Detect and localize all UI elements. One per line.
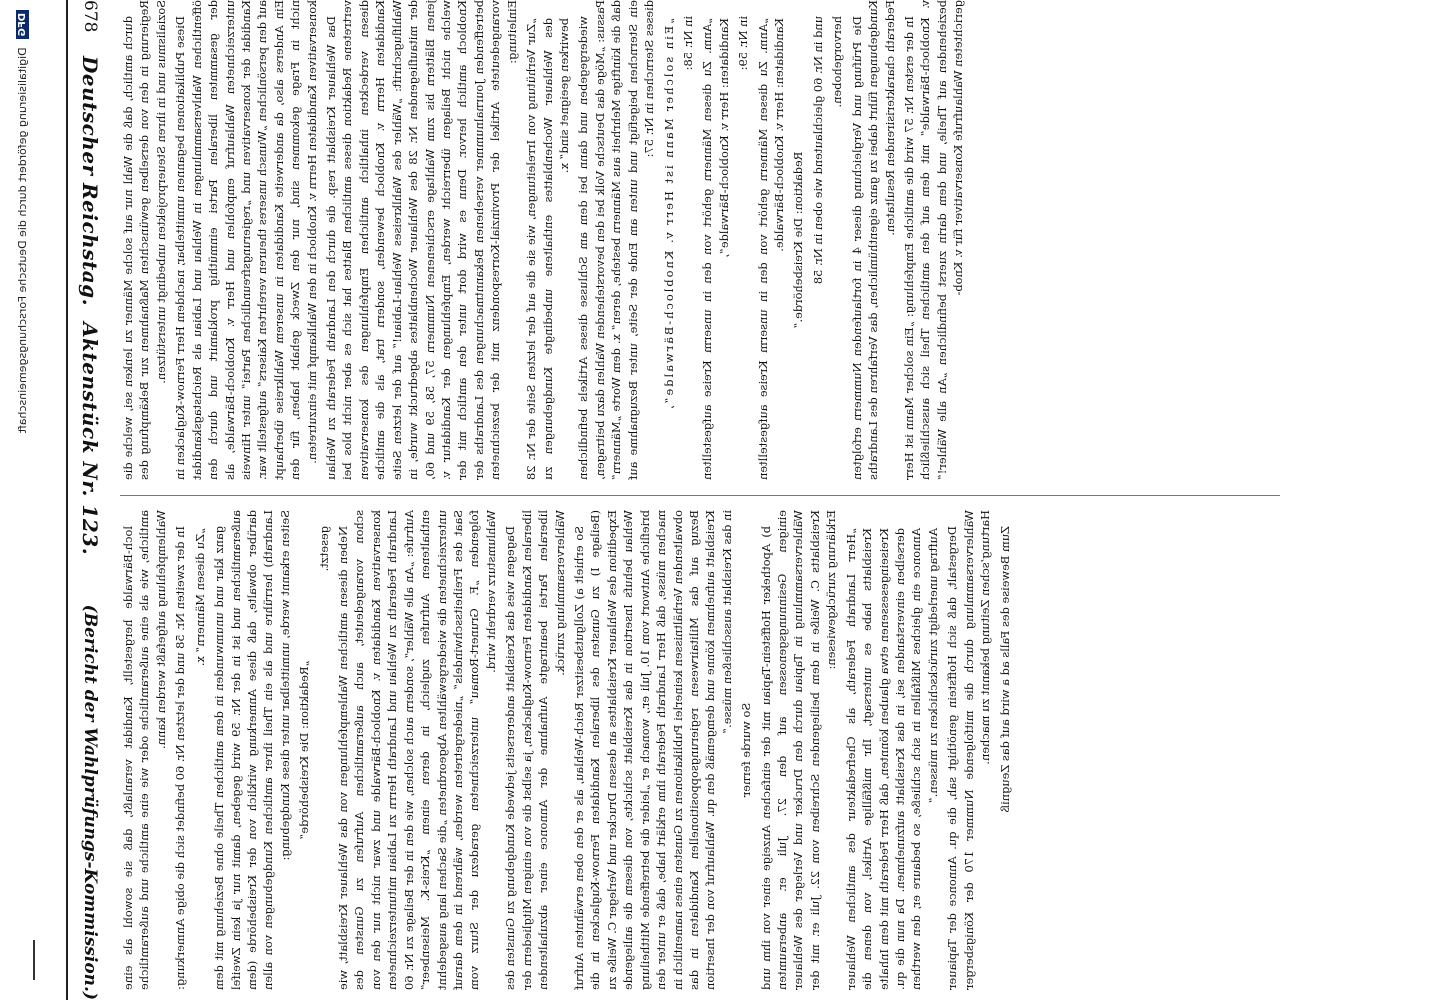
- quotation: „Ein solcher Mann ist Herr v. Knobloch-Bärwalde“,: [661, 18, 676, 411]
- paragraph: Die Prüfung und Vergleichung dieser 4 in fortlaufenden Nummern erfolgten Kundgebungen führt dabei zu ganz eigenthümlichen, das Verfahren des Landraths Federath charakterisirenden Resultaten.: [849, 0, 897, 480]
- paragraph: Diese Publikationen begannen unmittelbar, nachdem Herr Fernow-Kuglacken in öffentlichen Wahlversammlungen in Wehlau und Labiau als Reichstagskandidat der gesammten liberalen Partei einmüthig proklamirt und durch den unterzeichneten Wahlaufruf empfohlen und Herr v. Knobloch-Bärwalde, als Kandidat der konservativen und „regierungsfreundlichen Partei“ unter Hinweis auf den persönlichen „Wunsch unseres theuren verehrten Kaisers“ aufgestellt war. Ein Anderes also, da anderweite Kandidaten in unserem Wahlkreise überhaupt nicht in Frage gekommen sind, nur den Zweck gehabt haben, für den konservativen Kandidaten Herrn v. Knobloch in den Wahlkampf mit einzutreten.: [173, 0, 319, 480]
- paragraph: durch amtlich, daß die Wahl nur auf solche Männer zu lenken sei, welche die Regierung in den von derselben gewünschten Maßnahmen zur Bekämpfung des Sozialismus und in ihren Steuerprojekten unbedingt unterstützen.: [121, 0, 168, 480]
- paragraph: ganz klar und unumwunden in dem amtlichen Theile ohne Beziehung mit dem außeramtlichen und ist in der Nr. 59 wird gegeben, damit nur ja kein Zweifel darüber obwalte, daß diese Anmerkung wirklich von der Kreisbehörde (dem Landrath) herrühre und als ein Theil ihrer amtlichen Kundgebungen von allen Seiten erkannt werde, unmittelbar unter diese Kundgebung:: [212, 510, 292, 990]
- digitization-credit: [10, 10, 34, 990]
- paragraph: Zum Beweise des Falls ad a wird auf das Zeugniß: [997, 526, 1012, 813]
- paragraph: und in Nr. 60 gleichlautend wie oben in Nr. 58: [810, 16, 825, 285]
- paragraph: loch-Bärwalde hergestellt, Kandidat veranlaßt, daß sie sowohl als eine amtliche, wie als eine außeramtliche oder wie eine amtliche und außeramtliche Wahlempfehlung aufgefaßt werden kann.: [121, 510, 168, 990]
- quotation: „Herr Landrath Federath, als Chefredakteur des amtlichen Wehlauer Kreisblatts habe es untersagt, Ihr mißfällige Artikel, von denen die Kreiseingesessenen etwa glauben könnten, daß Herr Federath mit dem Inhalte derselben einverstanden sei, in das Kreisblatt aufzunehmen. Da nun die qu. Annonce ein gleiches Mißfallen in sich schließe, so bedaure er, den werthen Auftrag unerledigt zurückschicken zu müssen.“: [843, 528, 940, 990]
- page-number: 678: [80, 0, 100, 33]
- text-column-right: [120, 510, 1280, 990]
- paragraph: Dergestalt, daß sich Hoffstein genöthigt sah, die qu. Annonce der Tapiauer Wählerversammlung durch die mitfolgende Nummer 170 der Königsberger Hartung’schen Zeitung bekannt zu machen.: [945, 510, 993, 990]
- paragraph: In der zweiten Nr. 58 und der letzten Nr. 60 befindet sich die obige Anmerkung:: [173, 526, 188, 990]
- quotation: „Zur Verhütung von Irreleitungen, wie sie die auf der letzten Seite der Nr. 28 des Wehlauer Wochenblattes enthaltene unbedingte Kundgebungen zu bewirken geeignet sind“ x.: [524, 18, 571, 480]
- text-column-left: [120, 0, 1280, 480]
- paragraph: b) Apotheker Hoffstein-Tapiau mit der einfachen Anzeige einer von ihm und einigen Gesinnungsgenossen auf den 27. Juli er. anberaumten Wählerversammlung in Tapiau durch den Drucker und Verleger des Wehlauer Kreisblatts C. Weiße in dem beiliegenden Schreiben vom 22. Juli er. mit der Erklärung zurückgewiesen:: [758, 510, 839, 990]
- paragraph: gesetzt.: [316, 526, 331, 572]
- paragraph: wiedergegeben und dann bei dem am Schlusse dieses Artikels befindlichen Passus: „Möge das Deutsche Volk bei den bevorstehenden Wahlen dazu beitragen, daß die künftige Mehrheit aus Männern bestehe, deren“ x. dem Worte „Männern“ ein Sternchen beigefügt und unten am Ende der Seite, unter Bezugnahme auf dieses Sternchen in Nr. 57:: [576, 0, 657, 480]
- quotation: „Anm. Zu diesen Männern gehört von den in unserm Kreise aufgestellten Kandidaten: Herr v. Knobloch-Bärwalde.: [755, 18, 787, 480]
- paragraph: Dagegen wies das Kreisblatt andererseits jedwede Kundgebung zu Gunsten des liberalen Kandidaten Fernow-Kuglacken, ja selbst die von einigen Mitgliedern der liberalen Partei beantragte Aufnahme der Annonce einer abzuhaltenden Wählerversammlung zurück.: [503, 510, 567, 990]
- column-divider: [120, 495, 1280, 496]
- header-rule: [66, 0, 68, 1000]
- section-title: (Bericht der Wahlprüfungs-Kommission.): [80, 604, 100, 1000]
- page-corner-rule: [33, 940, 35, 980]
- paragraph: Neben diesen amtlichen Wahlempfehlungen von das Wehlauer Kreisblatt, wie schon vorangedeutet, auch außeramtlichen Aufrufen zu Gunsten des konservativen Kandidaten v. Knobloch-Bärwalde und zwar nicht nur den von Landrath Federath zu Wehlau und Landrath Herrn zu Labiau mitunterzeichneten Aufrufe: „An alle Wähler“, sondern auch solchen, wie den in der Beilage zu Nr. 60 enthaltenen Aufrufen zugleich, in deren einem „Kreis-K. Meisenbeer“ unterzeichneten die wiedergewählten Abgeordneten „die Sachen lang ausgedehnt Saat des Freiheitsschwindels“ „niedergetreten werden, während in dem darauf folgenden „F. Grunert-Romau“ unterzeichneten geradezu der Sturz vom Wahlumsturz verdreht wird.: [336, 510, 498, 990]
- quotation: „Zu diesen Männern“ x.: [192, 528, 207, 667]
- paragraph: in Nr. 58:: [680, 16, 695, 71]
- paragraph: So erhielt a) Zollgutsbesitzer Reich-Wehlau, als er den oben erwähnten Aufruf (Beilage I) zu Gunsten des liberalen Kandidaten Fernow-Kuglacken in die Expedition des Wehlauer Kreisblattes an dessen Drucker und Verleger C. Weiße zu Wehlau behufs Insertion in das Kreisblatt schickte, von diesem die anliegende briefliche Antwort vom 10. Juli er., wonach er „leider die betreffende Mittheilung machen müsse, daß Herr Landrath Federath ihm erklärt habe, daß er unter den obwaltenden Verhältnissen keinerlei Publikationen zu Gunsten eines namentlich in Bezug auf das Militairwesen regierungsoppositionellen Kandidaten in das Kreisblatt aufnehmen könne und demgemäß den qu. Wahlaufruf von der Insertion in das Kreisblatt ausschließen müsse.“: [571, 510, 734, 990]
- document-number: Aktenstück Nr. 123.: [78, 322, 102, 556]
- paragraph: In der ersten Nr. 57 wird die amtliche Empfehlung: „Ein solcher Mann ist Herr v. Knobloch-Bärwalde“ mit dem auf den amtlichen Theil sich ausschließlich beziehenden auf Theile, und dem darin zuerst befindlichen „An alle Wähler!“ gerichteten Wahlaufrufe Konservativer für v. Knob-: [901, 0, 966, 480]
- paragraph: Das Wehlauer Kreisblatt resp. die durch den Landrath Federath zu Wehlau vertretene Redaktion dieses amtlichen Blattes hat sich es aber nicht blos bei diesen verdeckten inhaltlich amtlichen Empfehlungen des konservativen Kandidaten Herrn v. Knobloch bewenden, sondern trat, als die amtliche Wahlflugschrift: „Wähler des Wahlkreises Wehlau-Labiau!“ auf der letzten Seite der mitaufliegenden Nr. 28 des Wehlauer Wochenblattes abgedruckt wurde, in jenen Blättern bis zum Wahltage erschienenen Nummern 57, 58, 59 und 60, welche nicht Beilagen überreicht werden, Empfehlungen der Kandidatur v. Knobloch amtlich hervor. Denn es wird dort unter den amtlich mit der betreffenden Journalnummer versehenen Bekanntmachungen des Landraths der vorangedeutete Artikel der Provinzial-Korrespondenz mit der bezeichneten Einleitung:: [324, 0, 519, 480]
- paragraph: in Nr. 59:: [736, 16, 751, 71]
- page-title: Deutscher Reichstag.: [78, 56, 102, 307]
- page-header: [70, 0, 110, 1000]
- dfg-logo: DFG: [16, 10, 29, 39]
- digitization-credit-text: Digitalisierung gefördert durch die Deutsche Forschungsgemeinschaft: [15, 47, 29, 434]
- paragraph: hervorgehoben.: [830, 16, 845, 108]
- paragraph: So wurde ferner: [739, 702, 754, 798]
- quotation-signature: Redaktion: Die Kreisbehörde.“: [791, 151, 806, 329]
- quotation: „Anm. Zu diesen Männern gehört von den in unserm Kreise aufgestellten Kandidaten: Herr v. Knobloch-Bärwalde“,: [700, 18, 731, 480]
- quotation-signature: „Redaktion: Die Kreisbehörde“: [297, 660, 312, 840]
